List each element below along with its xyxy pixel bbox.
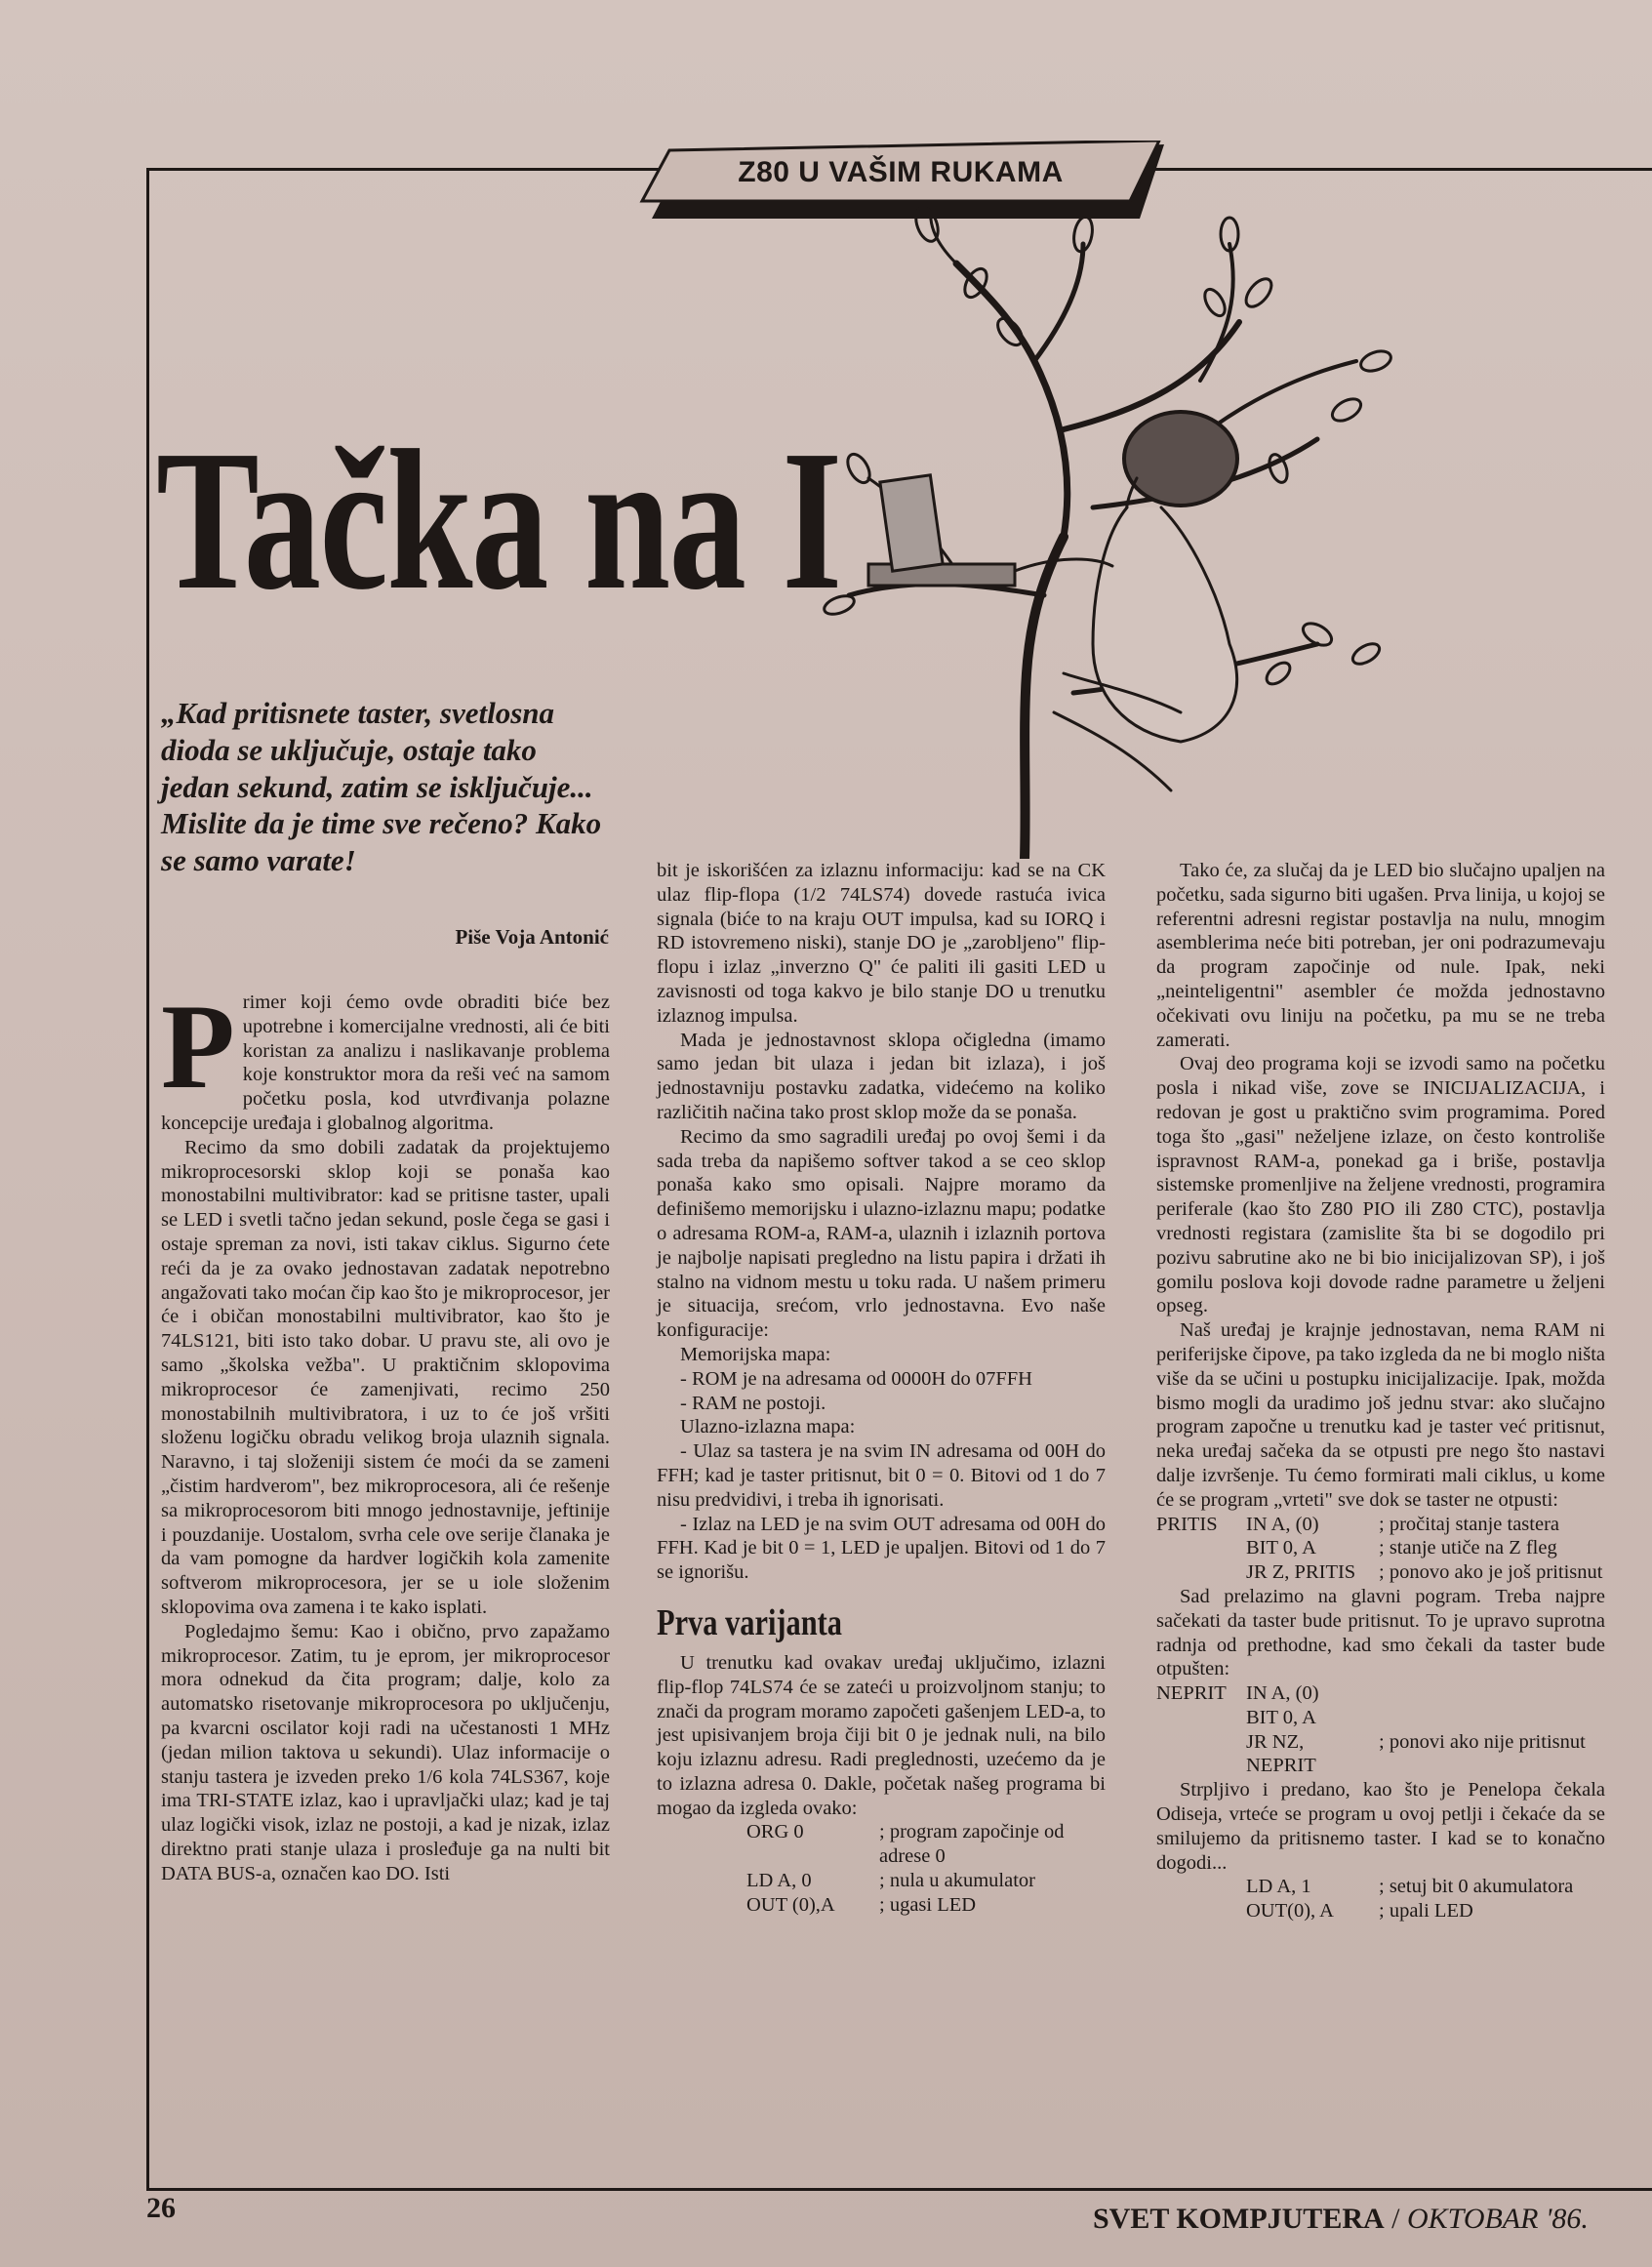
col3-paragraph-5: Strpljivo i predano, kao što je Penelopa čekala Odiseja, vrteće se program u ovoj petlji i čekaće da se smilujemo da pritisnemo taster. I kad se to konačno dogodi...: [1156, 1779, 1605, 1874]
memory-map-rom: - ROM je na adresama od 0000H do 07FFH: [680, 1367, 1032, 1390]
page-number: 26: [146, 2192, 176, 2224]
footer-separator: /: [1384, 2203, 1407, 2235]
code-line: JR Z, PRITIS ; ponovo ako je još pritisnut: [1246, 1561, 1603, 1584]
code-line: LD A, 0 ; nula u akumulator: [746, 1870, 1035, 1892]
col2-paragraph-4: U trenutku kad ovakav uređaj uključimo, izlazni flip-flop 74LS74 će se zateći u proizvoljnom stanju; to znači da program moramo započeti gašenjem LED-a, to jest upisivanjem broja čiji bit 0 je jednak nuli, na bilo koju izlaznu adresu. Radi preglednosti, uzećemo da je to izlazna adresa 0. Dakle, početak našeg programa bi mogao da izgleda ovako:: [657, 1651, 1106, 1819]
code-line: LD A, 1 ; setuj bit 0 akumulatora: [1246, 1876, 1574, 1898]
article-lead: „Kad pritisnete taster, svetlosna dioda se uključuje, ostaje tako jedan sekund, zatim se isključuje... Mislite da je time sve rečeno? Kako se samo varate!: [161, 696, 602, 878]
code-block-neprit: [1156, 1681, 1605, 1778]
io-map-title: Ulazno-izlazna mapa:: [680, 1416, 856, 1438]
code-line: OUT (0),A ; ugasi LED: [746, 1893, 977, 1916]
section-title: Z80 U VAŠIM RUKAMA: [738, 156, 1064, 188]
code-line: BIT 0, A ; stanje utiče na Z fleg: [1246, 1537, 1557, 1559]
frame-left-rule: [146, 168, 149, 2188]
code-line: OUT(0), A ; upali LED: [1246, 1900, 1473, 1923]
frame-bottom-rule: [146, 2188, 1652, 2191]
code-block-init: [657, 1820, 1106, 1917]
memory-map-title: Memorijska mapa:: [680, 1343, 831, 1365]
memory-map-ram: - RAM ne postoji.: [680, 1392, 826, 1414]
code-block-led-on: [1156, 1875, 1605, 1923]
io-map-input: - Ulaz sa tastera je na svim IN adresama od 00H do FFH; kad je taster pritisnut, bit 0 = 0. Bitovi od 1 do 7 nisu predvidivi, i treba ih ignorisati.: [657, 1440, 1106, 1511]
col2-paragraph-1: bit je iskorišćen za izlaznu informaciju: kad se na CK ulaz flip-flopa (1/2 74LS74) dovede rastuća ivica signala (biće to na kraju OUT impulsa, kad su IORQ i RD istovremeno niski), stanje DO je „zarobljeno" flip-flopu i izlaz „inverzno Q" će paliti ili gasiti LED u zavisnosti od toga kakvo je bilo stanje DO u trenutku izlaznog impulsa.: [657, 860, 1106, 1027]
code-line: JR NZ, NEPRIT ; ponovi ako nije pritisnut: [1246, 1730, 1586, 1777]
col2-paragraph-3: Recimo da smo sagradili uređaj po ovoj šemi i da sada treba da napišemo softver takod a se ceo sklop ponaša kako smo opisali. Najpre moramo da definišemo memorijsku i ulazno-izlaznu mapu; podatke o adresama ROM-a, RAM-a, ulaznih i izlaznih portova je najbolje napisati pregledno na listu papira i držati ih stalno na vidnom mestu u toku rada. U našem primeru je situacija, srećom, vrlo jednostavna. Evo naše konfiguracije:: [657, 1125, 1106, 1342]
issue-date: OKTOBAR '86.: [1407, 2203, 1589, 2235]
code-line: NEPRIT IN A, (0): [1156, 1682, 1319, 1705]
code-block-pritis: [1156, 1513, 1605, 1585]
magazine-name: SVET KOMPJUTERA: [1093, 2203, 1385, 2235]
code-line: PRITIS IN A, (0) ; pročitaj stanje tastera: [1156, 1513, 1559, 1535]
io-map-output: - Izlaz na LED je na svim OUT adresama od 00H do FFH. Kad je bit 0 = 1, LED je upaljen. Bitovi od 1 do 7 se ignorišu.: [657, 1513, 1106, 1584]
col1-paragraph-1: [161, 980, 610, 1136]
col3-paragraph-1: Tako će, za slučaj da je LED bio slučajno upaljen na početku, sada sigurno biti ugašen. Prva linija, u kojoj se referentni adresni registar postavlja na nulu, mnogim asemblerima neće biti potreban, jer oni podrazumevaju da program započinje od nule. Ipak, neki „neinteligentni" asembler će možda jednostavno očekivati ovu liniju na početku, pa mu se ne treba zamerati.: [1156, 860, 1605, 1051]
col3-paragraph-2: Ovaj deo programa koji se izvodi samo na početku posla i nikad više, zove se INICIJALIZACIJA, i redovan je gost u praktično svim programima. Pored toga što „gasi" neželjene izlaze, on često kontroliše ispravnost RAM-a, ponekad ga i briše, postavlja sistemske promenljive na željene vrednosti, programira periferale (kao što Z80 PIO ili Z80 CTC), postavlja vrednosti registara (zamislite šta bi se dogodilo pri pozivu sabrutine ako ne bi bio inicijalizovan SP), i još gomilu poslova koji dovode radne parametre u željeni opseg.: [1156, 1053, 1605, 1317]
col1-p1-text: rimer koji ćemo ovde obraditi biće bez upotrebne i komercijalne vrednosti, ali će biti koristan za analizu i naslikavanje problema koje konstruktor mora da reši već na samom početku posla, kod utvrđivanja polazne koncepcije uređaja i globalnog algoritma.: [161, 992, 610, 1134]
col2-paragraph-2: Mada je jednostavnost sklopa očigledna (imamo samo jedan bit ulaza i jedan bit izlaza), i još jednostavniju postavku zadatka, videćemo na koliko različitih načina tako prost sklop može da se ponaša.: [657, 1029, 1106, 1123]
author-byline: Piše Voja Antonić: [455, 925, 609, 949]
section-heading-prva-varijanta: Prva varijanta: [657, 1601, 842, 1643]
drop-cap: P: [161, 980, 235, 1113]
col1-paragraph-2: Recimo da smo dobili zadatak da projektujemo mikroprocesorski sklop koji se ponaša kao monostabilni multivibrator: kad se pritisne taster, upali se LED i svetli tačno jedan sekund, posle čega se gasi i ostaje spreman za novi, isti takav ciklus. Sigurno ćete reći da je za ovako jednostavan zadatak nepotrebno angažovati tako moćan čip kao što je mikroprocesor, jer će i običan monostabilni multivibrator, kao što je 74LS121, biti isto tako dobar. U pravu ste, ali ovo je samo „školska vežba". U praktičnim sklopovima mikroprocesor će zamenjivati, recimo 250 monostabilnih multivibratora, i uz to će još vršiti složenu logičku obradu velikog broja ulaznih signala. Naravno, i taj složeniji sistem će moći da se zameni „čistim hardverom", bez mikroprocesora, ali će rešenje sa mikroprocesorom biti mnogo jednostavnije, jeftinije i pouzdanije. Uostalom, svrha cele ove serije članaka je da vam pomogne da hardver logičkih kola zamenite softverom mikroprocesora, jer se u iole složenim sklopovima ova zamena i te kako isplati.: [161, 1136, 610, 1618]
col3-paragraph-4: Sad prelazimo na glavni pogram. Treba najpre sačekati da taster bude pritisnut. To je upravo suprotna radnja od prethodne, kad smo čekali da taster bude otpušten:: [1156, 1585, 1605, 1680]
column-3: [1156, 859, 1605, 1923]
code-line: ORG 0 ; program započinje od adrese 0: [746, 1821, 1065, 1868]
tree-illustration: [771, 185, 1444, 859]
column-1: [161, 980, 610, 1885]
code-line: BIT 0, A: [1246, 1706, 1316, 1728]
col3-paragraph-3: Naš uređaj je krajnje jednostavan, nema RAM ni periferijske čipove, pa tako izgleda da ne bi moglo ništa više da se učini u postupku inicijalizacije. Ipak, možda bismo mogli da uradimo još jednu stvar: ako slučajno program započne u trenutku kad je taster već pritisnut, neka uređaj sačeka da se otpusti pre nego što nastavi dalje izvršenje. Tu ćemo formirati mali ciklus, u kome će se program „vrteti" sve dok se taster ne otpusti:: [1156, 1319, 1605, 1511]
magazine-footer: [1093, 2203, 1589, 2236]
col1-paragraph-3: Pogledajmo šemu: Kao i obično, prvo zapažamo mikroprocesor. Zatim, tu je eprom, jer mikroprocesor mora odnekud da čita program; dalje, kolo za automatsko risetovanje mikroprocesora po uključenju, pa kvarcni oscilator koji radi na učestanosti 1 MHz (jedan milion taktova u sekundi). Ulaz informacije o stanju tastera je izveden preko 1/6 kola 74LS367, koje ima TRI-STATE izlaz, kao i upravljački ulaz; kad je taj ulaz logički visok, izlaz ne postoji, a kad je nizak, izlaz direktno prati stanje ulaza i prosleđuje ga na nulti bit DATA BUS-a, označen kao DO. Isti: [161, 1620, 610, 1884]
column-2: [657, 859, 1106, 1918]
article-title: Tačka na I: [156, 408, 841, 631]
